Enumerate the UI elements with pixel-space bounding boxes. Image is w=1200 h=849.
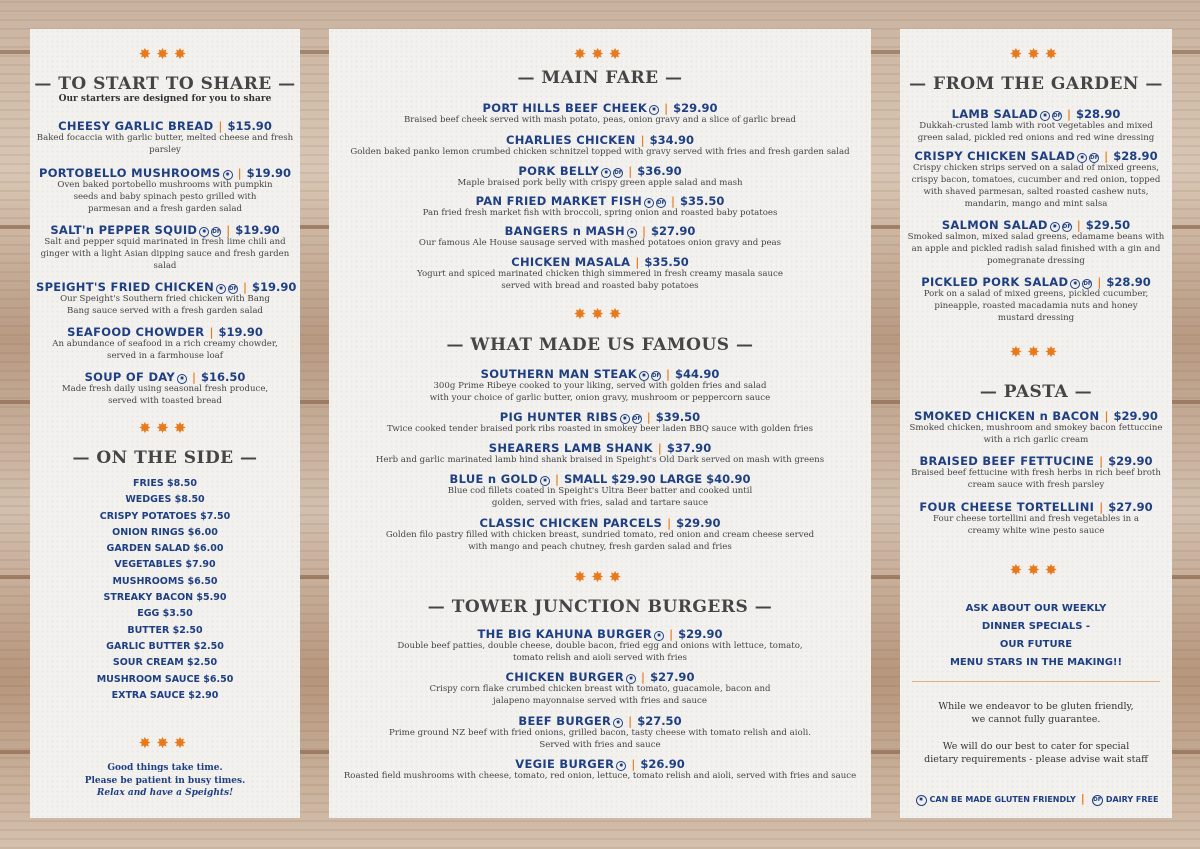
item-description: Maple braised pork belly with crispy green apple salad and mash: [457, 178, 743, 188]
item-description: Yogurt and spiced marinated chicken thigh simmered in fresh creamy masala sauce served with bread and roasted baby potatoes: [417, 269, 783, 291]
item-description: Made fresh daily using seasonal fresh produce, served with toasted bread: [61, 384, 269, 406]
price-separator: |: [1076, 219, 1081, 232]
menu-item: [335, 440, 865, 466]
menu-item: [335, 409, 865, 435]
gluten-friendly-icon: ✸: [644, 198, 654, 208]
item-price: $19.90: [246, 166, 292, 180]
item-price: $28.90: [1113, 149, 1158, 163]
item-name: SALT'n PEPPER SQUID: [50, 223, 198, 237]
item-description: Salt and pepper squid marinated in fresh lime chili and ginger with a light Asian dipping sauce and fresh garden salad: [40, 237, 290, 271]
menu-item: [36, 165, 294, 215]
item-description: Blue cod fillets coated in Speight's Ultra Beer batter and cooked until golden, served with fries, salad and tartare sauce: [447, 486, 753, 508]
item-name: THE BIG KAHUNA BURGER: [477, 627, 653, 641]
side-item: MUSHROOMS $6.50: [112, 575, 218, 587]
menu-item: [906, 453, 1166, 491]
stars-divider: ✸✸✸: [1009, 45, 1063, 63]
menu-item: [335, 223, 865, 249]
item-description: Dukkah-crusted lamb with root vegetables and mixed green salad, pickled red onions and red wine dressing: [917, 121, 1155, 143]
note-line: dietary requirements - please advise wait staff: [924, 754, 1148, 765]
item-price: $29.50: [1085, 218, 1131, 232]
price-separator: |: [226, 224, 231, 237]
price-separator: |: [640, 134, 645, 147]
dairy-free-icon: DF: [651, 373, 661, 379]
item-description: Smoked chicken, mushroom and smokey bacon fettuccine with a rich garlic cream: [909, 423, 1163, 445]
item-price: $15.90: [227, 119, 272, 133]
price-separator: |: [1099, 455, 1104, 468]
item-name: CHICKEN MASALA: [511, 255, 631, 269]
price-separator: |: [641, 671, 646, 684]
gluten-friendly-icon: ✸: [626, 674, 636, 684]
item-price: $19.90: [235, 223, 280, 237]
dairy-free-icon: DF: [1053, 113, 1062, 119]
price-separator: |: [628, 715, 633, 728]
note-line: While we endeavor to be gluten friendly,: [938, 701, 1134, 712]
item-description: Crispy chicken strips served on a salad of mixed greens, crispy bacon, tomatoes, cucumber and red onion, topped with shaved parmesan, salted roasted cashew nuts, mandarin, mango and mint salsa: [911, 163, 1161, 209]
item-description: Roasted field mushrooms with cheese, tomato, red onion, lettuce, tomato relish and aioli, served with fries and sauce: [343, 771, 857, 781]
menu-panel-right: [900, 29, 1172, 818]
item-description: Baked focaccia with garlic butter, melted cheese and fresh parsley: [36, 133, 294, 155]
item-name: PIG HUNTER RIBS: [499, 410, 618, 424]
price-separator: |: [555, 473, 560, 486]
price-separator: |: [1067, 108, 1072, 121]
item-name: SMOKED CHICKEN n BACON: [914, 409, 1100, 423]
item-name: CHICKEN BURGER: [505, 670, 625, 684]
item-name: SOUP OF DAY: [84, 370, 176, 384]
gluten-friendly-icon: ✸: [199, 227, 209, 237]
price-separator: |: [1104, 150, 1109, 163]
item-name: PORK BELLY: [518, 164, 600, 178]
menu-item: [335, 163, 865, 189]
item-price: $27.90: [651, 224, 696, 238]
item-name: SEAFOOD CHOWDER: [67, 325, 205, 339]
price-separator: |: [665, 368, 670, 381]
specials-note: [900, 600, 1172, 672]
price-separator: |: [1099, 501, 1104, 514]
gluten-friendly-icon: ✸: [654, 631, 664, 641]
side-item: CRISPY POTATOES $7.50: [99, 510, 231, 522]
item-name: PAN FRIED MARKET FISH: [475, 194, 643, 208]
dairy-free-icon: DF: [212, 229, 221, 235]
item-price: $27.90: [650, 670, 695, 684]
item-price: $37.90: [666, 441, 712, 455]
price-separator: |: [209, 326, 214, 339]
note-line: we cannot fully guarantee.: [971, 714, 1101, 725]
menu-item: [906, 274, 1166, 324]
item-description: Braised beef cheek served with mash potato, peas, onion gravy and a slice of garlic bread: [403, 115, 797, 125]
gluten-friendly-icon: ✸: [613, 718, 623, 728]
specials-line: DINNER SPECIALS -: [981, 621, 1091, 632]
item-price: $39.50: [655, 410, 701, 424]
menu-item: [36, 369, 294, 407]
gluten-friendly-icon: ✸: [616, 761, 626, 771]
item-price: $29.90: [673, 101, 718, 115]
item-description: Herb and garlic marinated lamb hind shank braised in Speight's Old Dark served on mash with greens: [375, 455, 825, 465]
menu-item: [335, 100, 865, 126]
specials-line: ASK ABOUT OUR WEEKLY: [965, 603, 1107, 614]
menu-item: [335, 626, 865, 664]
item-name: PICKLED PORK SALAD: [921, 275, 1069, 289]
item-price: $35.50: [680, 194, 725, 208]
gluten-friendly-icon: ✸: [601, 168, 611, 178]
item-name: PORTOBELLO MUSHROOMS: [38, 166, 221, 180]
item-description: Smoked salmon, mixed salad greens, edamame beans with an apple and pickled radish salad finished with a gin and pomegranate dressing: [907, 232, 1165, 266]
item-price: $28.90: [1076, 107, 1121, 121]
dietary-legend: [900, 792, 1172, 806]
item-price: $27.50: [637, 714, 682, 728]
divider: [912, 681, 1160, 682]
item-price: $28.90: [1106, 275, 1151, 289]
item-price: $19.90: [218, 325, 263, 339]
legend-gluten-label: CAN BE MADE GLUTEN FRIENDLY: [929, 795, 1076, 804]
menu-item: [906, 106, 1166, 144]
side-list: [30, 476, 300, 704]
side-item: EXTRA SAUCE $2.90: [111, 689, 219, 701]
menu-item: [36, 324, 294, 362]
item-description: Double beef patties, double cheese, double bacon, fried egg and onions with lettuce, tomato, tomato relish and aioli served with fries: [397, 641, 803, 663]
gluten-friendly-icon: ✸: [216, 284, 226, 294]
item-description: Pork on a salad of mixed greens, pickled cucumber, pineapple, roasted macadamia nuts and honey mustard dressing: [923, 289, 1149, 323]
price-separator: |: [664, 102, 669, 115]
stars-divider: ✸✸✸: [138, 45, 192, 63]
specials-line: OUR FUTURE: [999, 639, 1073, 650]
item-price: SMALL $29.90 LARGE $40.90: [564, 472, 751, 486]
section-title-burgers: — TOWER JUNCTION BURGERS —: [427, 597, 773, 617]
menu-item: [335, 713, 865, 751]
item-price: $26.90: [640, 757, 685, 771]
footer-note: [30, 762, 300, 800]
menu-item: [36, 279, 297, 317]
menu-item: [335, 193, 865, 219]
section-title-side: — ON THE SIDE —: [72, 448, 258, 468]
item-name: SPEIGHT'S FRIED CHICKEN: [36, 280, 215, 294]
item-name: CLASSIC CHICKEN PARCELS: [479, 516, 663, 530]
gluten-friendly-icon: ✸: [1040, 111, 1050, 121]
item-description: Braised beef fettucine with fresh herbs in rich beef broth cream sauce with fresh parsley: [911, 468, 1161, 490]
price-separator: |: [243, 281, 248, 294]
dairy-free-icon: DF: [1062, 224, 1072, 230]
item-description: Pan fried fresh market fish with broccoli, spring onion and roasted baby potatoes: [422, 208, 778, 218]
gluten-friendly-icon: ✸: [540, 476, 550, 486]
menu-item: [335, 756, 865, 782]
item-name: CHEESY GARLIC BREAD: [58, 119, 214, 133]
price-separator: |: [1104, 410, 1109, 423]
specials-line: MENU STARS IN THE MAKING!!: [949, 657, 1123, 668]
side-item: MUSHROOM SAUCE $6.50: [96, 673, 234, 685]
item-name: CHARLIES CHICKEN: [506, 133, 636, 147]
item-name: BRAISED BEEF FETTUCINE: [919, 454, 1095, 468]
menu-panel-middle: [329, 29, 871, 818]
item-name: BLUE n GOLD: [449, 472, 538, 486]
item-description: Our famous Ale House sausage served with mashed potatoes onion gravy and peas: [418, 238, 782, 248]
side-item: SOUR CREAM $2.50: [112, 657, 218, 669]
price-separator: |: [671, 195, 676, 208]
item-name: LAMB SALAD: [951, 107, 1038, 121]
menu-item: [906, 148, 1166, 210]
note-line: We will do our best to cater for special: [942, 741, 1130, 752]
side-item: ONION RINGS $6.00: [112, 526, 218, 538]
menu-item: [36, 118, 294, 156]
gluten-friendly-icon: ✸: [223, 170, 233, 180]
item-name: BEEF BURGER: [518, 714, 612, 728]
item-description: Golden filo pastry filled with chicken breast, sundried tomato, red onion and cream cheese served with mango and peach chutney, fresh garden salad and fries: [385, 530, 815, 552]
item-price: $29.90: [1113, 409, 1158, 423]
item-name: SHEARERS LAMB SHANK: [488, 441, 653, 455]
stars-divider: ✸✸✸: [138, 419, 192, 437]
dairy-free-icon: DF: [1092, 795, 1103, 806]
item-description: Crispy corn flake crumbed chicken breast with tomato, guacamole, bacon and jalapeno mayonnaise served with fries and sauce: [429, 684, 771, 706]
menu-item: [335, 669, 865, 707]
dairy-free-icon: DF: [1083, 281, 1092, 287]
menu-item: [906, 408, 1166, 446]
item-price: $19.90: [252, 280, 297, 294]
price-separator: |: [192, 371, 197, 384]
footer-line: Please be patient in busy times.: [84, 775, 246, 786]
item-description: Golden baked panko lemon crumbed chicken schnitzel topped with gravy served with fries and fresh garden salad: [350, 147, 850, 157]
item-price: $16.50: [201, 370, 246, 384]
side-item: STREAKY BACON $5.90: [103, 592, 227, 604]
gluten-friendly-icon: ✸: [627, 228, 637, 238]
section-subtitle: Our starters are designed for you to share: [58, 94, 272, 104]
stars-divider: ✸✸✸: [1009, 343, 1063, 361]
stars-divider: ✸✸✸: [573, 45, 627, 63]
stars-divider: ✸✸✸: [573, 305, 627, 323]
price-separator: |: [1097, 276, 1102, 289]
gluten-friendly-icon: ✸: [639, 371, 649, 381]
price-separator: |: [218, 120, 223, 133]
item-name: FOUR CHEESE TORTELLINI: [919, 500, 1095, 514]
item-name: SALMON SALAD: [941, 218, 1048, 232]
item-price: $29.90: [1108, 454, 1153, 468]
section-title-main: — MAIN FARE —: [517, 68, 683, 88]
side-item: EGG $3.50: [137, 608, 193, 620]
item-price: $34.90: [649, 133, 694, 147]
dairy-free-icon: DF: [1090, 155, 1099, 161]
menu-item: [906, 499, 1166, 537]
item-description: 300g Prime Ribeye cooked to your liking, served with golden fries and salad with your choice of garlic butter, onion gravy, mushroom or peppercorn sauce: [429, 381, 771, 403]
item-name: VEGIE BURGER: [515, 757, 615, 771]
side-item: BUTTER $2.50: [127, 624, 203, 636]
gluten-friendly-icon: ✸: [620, 414, 630, 424]
menu-item: [906, 217, 1166, 267]
item-price: $29.90: [678, 627, 723, 641]
price-separator: |: [631, 758, 636, 771]
side-item: GARLIC BUTTER $2.50: [106, 640, 224, 652]
menu-item: [335, 366, 865, 404]
gluten-friendly-icon: ✸: [177, 374, 187, 384]
legend-dairy-label: DAIRY FREE: [1105, 795, 1159, 804]
menu-item: [36, 222, 294, 272]
menu-panel-left: [30, 29, 300, 818]
gluten-friendly-icon: ✸: [1070, 279, 1080, 289]
item-name: SOUTHERN MAN STEAK: [480, 367, 637, 381]
item-price: $29.90: [676, 516, 721, 530]
price-separator: |: [669, 628, 674, 641]
item-name: CRISPY CHICKEN SALAD: [914, 149, 1076, 163]
legend-separator: |: [1080, 792, 1085, 805]
gluten-friendly-icon: ✸: [649, 105, 659, 115]
menu-item: [335, 471, 865, 509]
stars-divider: ✸✸✸: [1009, 561, 1063, 579]
price-separator: |: [667, 517, 672, 530]
item-name: PORT HILLS BEEF CHEEK: [482, 101, 648, 115]
footer-line: Good things take time.: [107, 763, 223, 773]
dairy-free-icon: DF: [614, 170, 623, 176]
stars-divider: ✸✸✸: [138, 734, 192, 752]
gluten-friendly-icon: ✸: [1077, 153, 1087, 163]
item-description: Four cheese tortellini and fresh vegetables in a creamy white wine pesto sauce: [933, 514, 1139, 536]
item-description: Prime ground NZ beef with fried onions, grilled bacon, tasty cheese with tomato relish and aioli. Served with fries and sauce: [389, 728, 811, 750]
item-price: $36.90: [637, 164, 682, 178]
item-description: Our Speight's Southern fried chicken with Bang Bang sauce served with a fresh garden salad: [60, 294, 270, 316]
item-description: Oven baked portobello mushrooms with pumpkin seeds and baby spinach pesto grilled with parmesan and a fresh garden salad: [57, 180, 273, 214]
stars-divider: ✸✸✸: [573, 568, 627, 586]
price-separator: |: [646, 411, 651, 424]
side-item: VEGETABLES $7.90: [114, 559, 216, 571]
section-title-famous: — WHAT MADE US FAMOUS —: [446, 335, 754, 355]
item-price: $35.50: [644, 255, 689, 269]
side-item: WEDGES $8.50: [125, 494, 205, 506]
menu-item: [335, 132, 865, 158]
price-separator: |: [641, 225, 646, 238]
dairy-free-icon: DF: [229, 286, 238, 292]
price-separator: |: [628, 165, 633, 178]
footer-line: Relax and have a Speights!: [96, 788, 234, 798]
dietary-note: [900, 740, 1172, 766]
dairy-free-icon: DF: [657, 200, 666, 206]
item-name: BANGERS n MASH: [504, 224, 625, 238]
price-separator: |: [237, 167, 242, 180]
item-description: An abundance of seafood in a rich creamy chowder, served in a farmhouse loaf: [52, 339, 278, 361]
side-item: GARDEN SALAD $6.00: [106, 543, 224, 555]
price-separator: |: [657, 442, 662, 455]
side-item: FRIES $8.50: [132, 478, 198, 489]
menu-item: [335, 515, 865, 553]
section-title-garden: — FROM THE GARDEN —: [909, 74, 1163, 94]
dairy-free-icon: DF: [632, 416, 642, 422]
section-title-start: — TO START TO SHARE —: [34, 74, 296, 94]
item-price: $27.90: [1108, 500, 1153, 514]
menu-item: [335, 254, 865, 292]
price-separator: |: [635, 256, 640, 269]
gluten-note: [900, 700, 1172, 726]
gluten-friendly-icon: ✸: [1050, 222, 1060, 232]
section-title-pasta: — PASTA —: [979, 382, 1093, 402]
item-description: Twice cooked tender braised pork ribs roasted in smokey beer laden BBQ sauce with golden fries: [387, 424, 813, 434]
item-price: $44.90: [675, 367, 720, 381]
gluten-friendly-icon: ✸: [916, 795, 927, 806]
